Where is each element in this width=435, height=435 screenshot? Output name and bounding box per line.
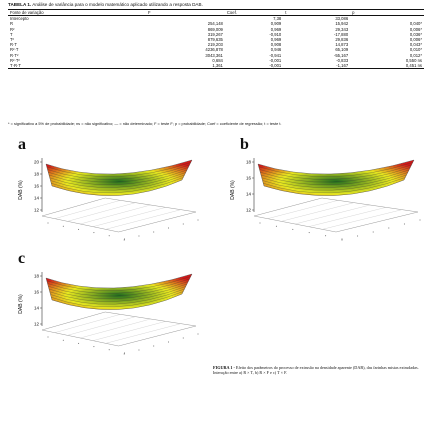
table-cell: 29,343 <box>335 26 349 32</box>
column-header: t <box>283 10 350 16</box>
table-footnote: * = significativo a 5% de probabilidade; ns = não significativo; — = não determinado; F = teste F; p = probabilidade; Coef = coeficiente de regressão; t = teste t. <box>8 121 282 126</box>
table-cell: R²·T² <box>10 57 20 63</box>
table-caption <box>8 2 428 8</box>
z-axis-label: DAB (%) <box>18 294 24 314</box>
panel-letter-b: b <box>240 136 249 153</box>
y-tick-dot <box>168 342 169 343</box>
surface-svg-c <box>14 264 204 364</box>
surface-plot-b <box>226 150 426 250</box>
y-tick-dot <box>124 354 125 355</box>
z-axis-label: DAB (%) <box>18 180 24 200</box>
table-cell: R² <box>10 26 15 32</box>
x-tick-dot <box>276 226 277 227</box>
table-cell: -0,001 <box>269 57 282 63</box>
table-cell: -0,910 <box>269 31 282 37</box>
z-tick-label: 12 <box>33 207 39 213</box>
table-cell: 0,969 <box>270 37 282 43</box>
table-cell: R <box>10 21 14 27</box>
anova-table <box>8 9 424 69</box>
y-tick-dot <box>198 220 199 221</box>
table-cell: R·T² <box>10 52 19 58</box>
table-cell: 0,036* <box>409 31 422 37</box>
column-header: F <box>146 10 225 16</box>
figure-text: Efeito dos parâmetros do processo de extrusão na densidade aparente (DAB), das farinhas mistas extrudadas. Interação entre a) R × T, b) R × F e c) T × F. <box>213 365 419 376</box>
table-cell: 319,267 <box>207 31 223 37</box>
table-cell: 0,909 <box>270 21 282 27</box>
table-cell: -0,001 <box>225 63 283 69</box>
x-tick-dot <box>78 229 79 230</box>
y-tick-dot <box>138 236 139 237</box>
table-cell: 7,38 <box>273 16 282 22</box>
x-tick-dot <box>325 235 326 236</box>
surface-plot-a <box>14 150 204 250</box>
z-tick-label: 18 <box>33 171 39 177</box>
surface-svg-a <box>14 150 204 250</box>
y-tick-dot <box>420 220 421 221</box>
table-cell: -0,833 <box>336 57 349 63</box>
y-tick-dot <box>153 232 154 233</box>
table-row <box>8 63 424 69</box>
table-cell: T² <box>10 37 14 43</box>
y-tick-dot <box>183 338 184 339</box>
table-cell: 0,908 <box>270 42 282 48</box>
floor-grid <box>42 198 196 232</box>
grid-line <box>309 207 386 226</box>
table-cell: 869,009 <box>207 26 223 32</box>
z-tick-label: 12 <box>33 321 39 327</box>
table-cell: 1,361 <box>146 63 225 69</box>
grid-line <box>80 319 150 338</box>
grid-line <box>80 205 150 224</box>
x-tick-dot <box>93 346 94 347</box>
z-tick-label: 16 <box>33 183 39 189</box>
z-tick-label: 16 <box>33 289 39 295</box>
table-cell: 879,635 <box>207 37 223 43</box>
table-cell: 0,043* <box>409 42 422 48</box>
y-tick-dot <box>373 232 374 233</box>
x-tick-dot <box>63 340 64 341</box>
table-cell: 0,006* <box>409 37 422 43</box>
floor-grid <box>42 312 196 346</box>
table-cell: 0,969 <box>270 26 282 32</box>
y-tick-dot <box>357 236 358 237</box>
y-tick-dot <box>124 240 125 241</box>
x-tick-dot <box>309 232 310 233</box>
y-tick-dot <box>138 350 139 351</box>
z-tick-label: 14 <box>33 305 39 311</box>
y-tick-dot <box>153 346 154 347</box>
table-cell: 4236,878 <box>205 47 223 53</box>
y-tick-dot <box>168 228 169 229</box>
table-cell: T·R·T <box>8 63 146 69</box>
table-cell: 0,684 <box>212 57 223 63</box>
column-header: p <box>350 10 424 16</box>
surface-svg-b <box>226 150 426 250</box>
x-tick-dot <box>109 349 110 350</box>
grid-line <box>295 205 370 224</box>
y-tick-dot <box>388 228 389 229</box>
grid-line <box>106 210 181 230</box>
table-cell: R·T <box>10 42 17 48</box>
x-tick-dot <box>78 343 79 344</box>
column-header: Fonte de variação <box>8 10 146 16</box>
table-cell: 14,873 <box>335 42 349 48</box>
table-cell: R²·T <box>10 47 19 53</box>
z-tick-label: 14 <box>33 195 39 201</box>
x-tick-dot <box>48 223 49 224</box>
figure-label: FIGURA 1 - <box>213 365 235 370</box>
floor-grid <box>254 198 418 232</box>
z-tick-label: 12 <box>245 207 251 213</box>
x-tick-dot <box>63 226 64 227</box>
table-cell: 33,086 <box>335 16 349 22</box>
z-tick-label: 18 <box>33 273 39 279</box>
z-tick-label: 16 <box>245 175 251 181</box>
table-cell: 0,040* <box>409 21 422 27</box>
column-header: Coef. <box>225 10 283 16</box>
table-label: TABELA 1. <box>8 2 32 7</box>
y-tick-dot <box>183 224 184 225</box>
grid-line <box>281 203 354 222</box>
y-tick-dot <box>198 334 199 335</box>
z-axis-label: DAB (%) <box>230 180 236 200</box>
table-cell: 29,836 <box>335 37 349 43</box>
panel-letter-c: c <box>18 250 26 267</box>
grid-line <box>93 321 166 340</box>
table-cell: 65,109 <box>335 47 349 53</box>
x-tick-dot <box>109 235 110 236</box>
grid-line <box>106 324 181 344</box>
x-tick-dot <box>342 239 343 240</box>
table-cell: 0,010* <box>409 47 422 53</box>
z-tick-label: 20 <box>33 159 39 165</box>
x-tick-dot <box>124 239 125 240</box>
y-tick-dot <box>404 224 405 225</box>
x-tick-dot <box>292 229 293 230</box>
table-cell: 0,006* <box>409 26 422 32</box>
figure-caption <box>213 365 423 376</box>
x-tick-dot <box>124 353 125 354</box>
table-cell: -17,880 <box>333 31 349 37</box>
panel-letter-a: a <box>18 136 26 153</box>
table-cell: -55,167 <box>333 52 349 58</box>
y-tick-dot <box>342 240 343 241</box>
table-cell: 254,148 <box>207 21 223 27</box>
table-cell: -1,167 <box>283 63 350 69</box>
table-cell: -0,941 <box>269 52 282 58</box>
table-cell: 0,550 ns <box>405 57 422 63</box>
x-tick-dot <box>260 223 261 224</box>
surface-plot-c <box>14 264 204 364</box>
table-cell: T <box>10 31 13 37</box>
table-cell: 3043,361 <box>205 52 223 58</box>
x-tick-dot <box>93 232 94 233</box>
table-cell: 15,942 <box>335 21 349 27</box>
grid-line <box>322 210 402 230</box>
table-cell: Intercepto <box>10 16 29 22</box>
table-cell: 0,451 ns <box>350 63 424 69</box>
table-cell: 219,203 <box>207 42 223 48</box>
grid-line <box>93 207 166 226</box>
table-title: Análise de variância para o modelo matemático aplicado utilizando a resposta DAB. <box>32 2 203 7</box>
table-cell: 0,946 <box>270 47 282 53</box>
z-tick-label: 14 <box>245 191 251 197</box>
table-cell: 0,012* <box>409 52 422 58</box>
z-tick-label: 18 <box>245 159 251 165</box>
x-tick-dot <box>48 337 49 338</box>
